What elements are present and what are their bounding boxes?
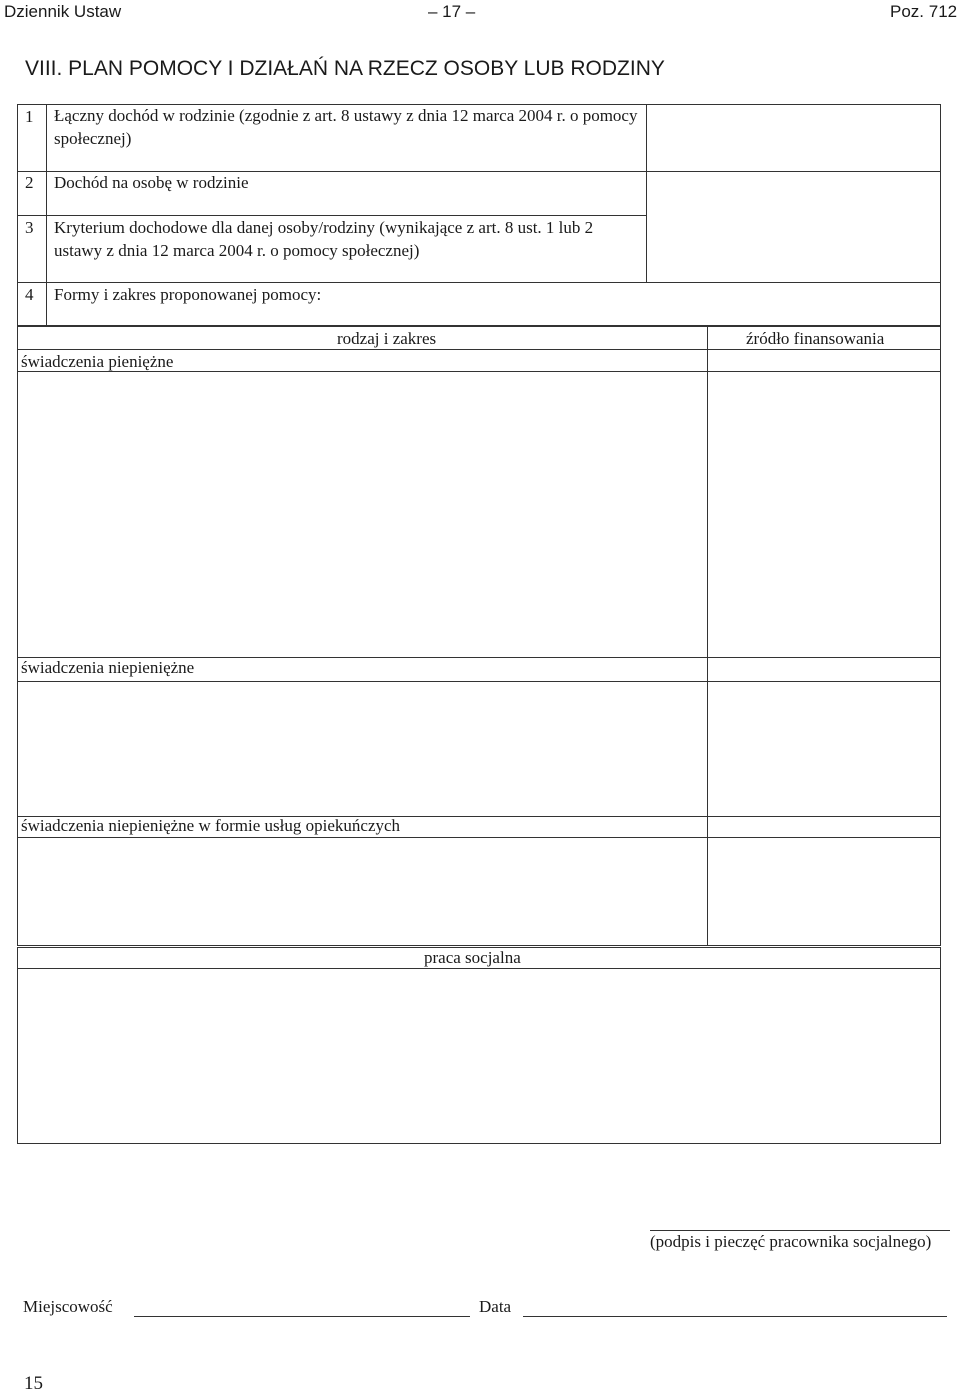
page-marker: – 17 – — [428, 2, 476, 21]
row-number: 4 — [25, 285, 34, 304]
section-title: VIII. PLAN POMOCY I DZIAŁAŃ NA RZECZ OSOBY LUB RODZINY — [25, 57, 665, 80]
row-label-forms-of-help: Formy i zakres proponowanej pomocy: — [54, 285, 322, 304]
section-care-services: świadczenia niepieniężne w formie usług opiekuńczych — [21, 816, 401, 835]
row-number: 1 — [25, 107, 34, 126]
social-work-field[interactable] — [19, 970, 939, 1142]
date-label: Data — [479, 1297, 512, 1316]
position-number: Poz. 712 — [890, 2, 958, 21]
column-source-header: źródło finansowania — [746, 329, 885, 348]
non-cash-benefits-source-field[interactable] — [709, 683, 938, 814]
row-label-total-income: Łączny dochód w rodzinie (zgodnie z art. 8 ustawy z dnia 12 marca 2004 r. o pomocy społecznej) — [54, 106, 638, 148]
cash-benefits-source-field[interactable] — [709, 373, 938, 655]
place-label: Miejscowość — [23, 1297, 113, 1316]
row-label-income-criterion: Kryterium dochodowe dla danej osoby/rodziny (wynikające z art. 8 ust. 1 lub 2 ustawy z dnia 12 marca 2004 r. o pomocy społecznej) — [54, 218, 594, 260]
signature-caption: (podpis i pieczęć pracownika socjalnego) — [650, 1232, 932, 1251]
section-social-work: praca socjalna — [424, 948, 521, 967]
cash-benefits-kind-field[interactable] — [19, 373, 705, 655]
row-label-income-per-person: Dochód na osobę w rodzinie — [54, 173, 249, 192]
income-per-person-field[interactable] — [648, 173, 938, 280]
section-cash-benefits: świadczenia pieniężne — [21, 352, 174, 371]
non-cash-benefits-kind-field[interactable] — [19, 683, 705, 814]
row-number: 3 — [25, 218, 34, 237]
row-number: 2 — [25, 173, 34, 192]
page-number: 15 — [24, 1373, 43, 1394]
section-non-cash-benefits: świadczenia niepieniężne — [21, 658, 195, 677]
place-field[interactable] — [134, 1316, 470, 1317]
signature-line[interactable] — [650, 1230, 950, 1231]
journal-name: Dziennik Ustaw — [4, 2, 122, 21]
date-field[interactable] — [523, 1316, 947, 1317]
care-services-kind-field[interactable] — [19, 839, 705, 943]
total-income-field[interactable] — [648, 106, 938, 169]
care-services-source-field[interactable] — [709, 839, 938, 943]
column-kind-header: rodzaj i zakres — [337, 329, 437, 348]
